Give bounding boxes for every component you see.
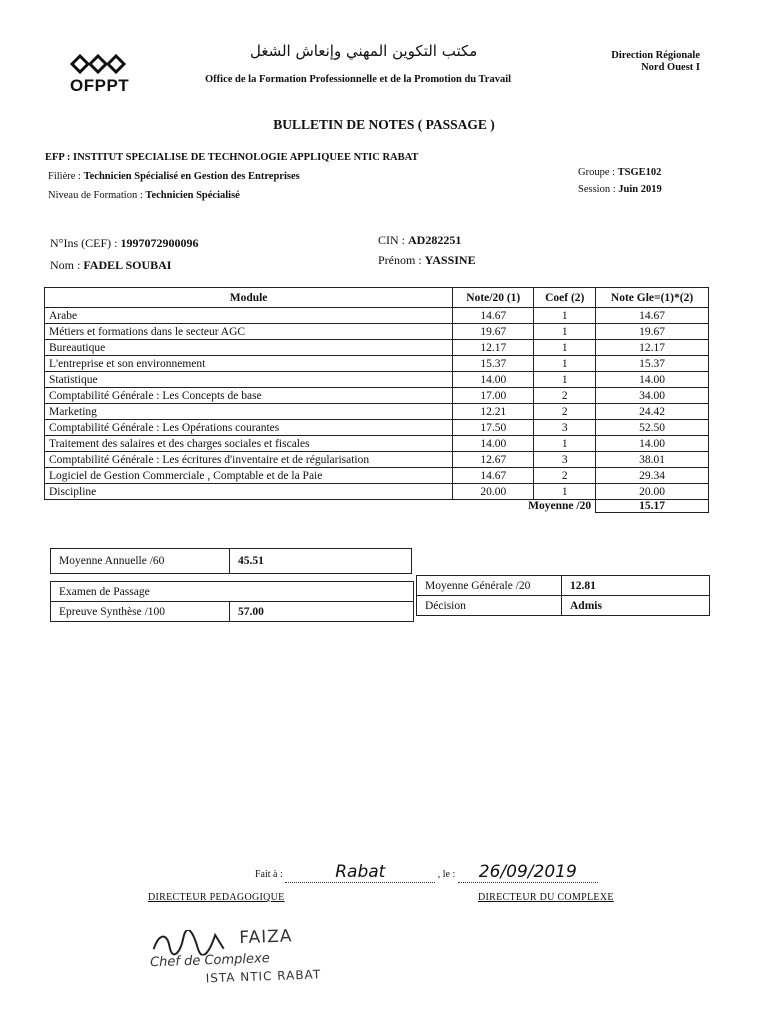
generale-value: 12.81	[561, 576, 709, 595]
moyenne-value: 15.17	[596, 500, 709, 513]
coef-cell: 1	[534, 356, 596, 372]
coef-cell: 3	[534, 452, 596, 468]
fait-label: Fait à :	[255, 869, 283, 880]
directeur-complexe: DIRECTEUR DU COMPLEXE	[478, 892, 614, 903]
coef-cell: 2	[534, 468, 596, 484]
header-module: Module	[45, 288, 453, 308]
region-line-2: Nord Ouest I	[641, 62, 700, 73]
note-cell: 20.00	[453, 484, 534, 500]
decision-value: Admis	[561, 596, 709, 615]
table-row	[45, 468, 709, 484]
note-gle-cell: 20.00	[596, 484, 709, 500]
header-note-gle: Note Gle=(1)*(2)	[596, 288, 709, 308]
efp-line: EFP : INSTITUT SPECIALISE DE TECHNOLOGIE APPLIQUEE NTIC RABAT	[45, 152, 419, 163]
annuelle-box	[50, 548, 412, 574]
region-line-1: Direction Régionale	[611, 50, 700, 61]
fait-place: Rabat	[335, 862, 386, 882]
cin-line	[378, 233, 461, 248]
table-row	[45, 324, 709, 340]
niveau-label: Niveau de Formation :	[48, 190, 143, 201]
prenom-value: YASSINE	[424, 253, 476, 267]
table-row	[45, 452, 709, 468]
module-cell: L'entreprise et son environnement	[45, 356, 453, 372]
coef-cell: 1	[534, 324, 596, 340]
note-cell: 14.67	[453, 308, 534, 324]
note-gle-cell: 15.37	[596, 356, 709, 372]
note-gle-cell: 29.34	[596, 468, 709, 484]
session-line	[578, 184, 662, 195]
note-gle-cell: 14.00	[596, 372, 709, 388]
module-cell: Discipline	[45, 484, 453, 500]
coef-cell: 3	[534, 420, 596, 436]
module-cell: Métiers et formations dans le secteur AGC	[45, 324, 453, 340]
fait-line	[255, 862, 598, 883]
table-row	[45, 404, 709, 420]
nom-value: FADEL SOUBAI	[83, 258, 172, 272]
stamp-line-3: ISTA NTIC RABAT	[205, 967, 322, 986]
note-cell: 14.67	[453, 468, 534, 484]
groupe-label: Groupe :	[578, 167, 616, 178]
note-gle-cell: 38.01	[596, 452, 709, 468]
note-cell: 12.67	[453, 452, 534, 468]
table-row	[45, 340, 709, 356]
module-cell: Comptabilité Générale : Les écritures d'inventaire et de régularisation	[45, 452, 453, 468]
note-cell: 19.67	[453, 324, 534, 340]
arabic-title: مكتب التكوين المهني وإنعاش الشغل	[250, 42, 478, 60]
cin-value: AD282251	[408, 233, 462, 247]
prenom-label: Prénom :	[378, 253, 422, 267]
region-block	[611, 50, 700, 74]
module-cell: Marketing	[45, 404, 453, 420]
table-row	[45, 372, 709, 388]
module-cell: Traitement des salaires et des charges sociales et fiscales	[45, 436, 453, 452]
note-gle-cell: 24.42	[596, 404, 709, 420]
module-cell: Comptabilité Générale : Les Opérations courantes	[45, 420, 453, 436]
note-gle-cell: 12.17	[596, 340, 709, 356]
module-cell: Comptabilité Générale : Les Concepts de base	[45, 388, 453, 404]
session-value: Juin 2019	[618, 184, 662, 195]
decision-label: Décision	[425, 599, 466, 612]
synthese-value: 57.00	[229, 602, 413, 621]
cin-label: CIN :	[378, 233, 405, 247]
note-cell: 14.00	[453, 372, 534, 388]
note-gle-cell: 52.50	[596, 420, 709, 436]
signature-stamp	[149, 925, 341, 992]
examen-label: Examen de Passage	[59, 585, 150, 598]
stamp-line-2: Chef de Complexe	[149, 951, 270, 971]
note-gle-cell: 34.00	[596, 388, 709, 404]
header-note: Note/20 (1)	[453, 288, 534, 308]
groupe-value: TSGE102	[617, 167, 662, 178]
filiere-label: Filière :	[48, 171, 81, 182]
document-title: BULLETIN DE NOTES ( PASSAGE )	[273, 117, 495, 132]
le-label: , le :	[437, 869, 456, 880]
prenom-line	[378, 253, 476, 268]
coef-cell: 1	[534, 308, 596, 324]
annuelle-value: 45.51	[229, 549, 411, 573]
module-cell: Arabe	[45, 308, 453, 324]
note-cell: 17.00	[453, 388, 534, 404]
module-cell: Statistique	[45, 372, 453, 388]
table-row	[45, 356, 709, 372]
directeur-pedagogique: DIRECTEUR PEDAGOGIQUE	[148, 892, 285, 903]
note-cell: 14.00	[453, 436, 534, 452]
niveau-value: Technicien Spécialisé	[145, 190, 240, 201]
niveau-line	[48, 190, 240, 201]
moyenne-row	[45, 500, 709, 513]
stamp-line-1: FAIZA	[238, 926, 293, 949]
nom-line	[50, 258, 171, 273]
generale-label: Moyenne Générale /20	[425, 579, 531, 592]
table-row	[45, 436, 709, 452]
ins-line	[50, 236, 198, 251]
coef-cell: 2	[534, 388, 596, 404]
filiere-line	[48, 171, 300, 182]
note-cell: 12.17	[453, 340, 534, 356]
ins-value: 1997072900096	[120, 236, 199, 250]
note-gle-cell: 19.67	[596, 324, 709, 340]
header-coef: Coef (2)	[534, 288, 596, 308]
examen-box	[50, 581, 414, 622]
ins-label: N°Ins (CEF) :	[50, 236, 118, 250]
nom-label: Nom :	[50, 258, 81, 272]
annuelle-label: Moyenne Annuelle /60	[59, 555, 165, 567]
note-cell: 15.37	[453, 356, 534, 372]
logo-text: OFPPT	[70, 76, 130, 95]
table-row	[45, 388, 709, 404]
coef-cell: 1	[534, 340, 596, 356]
note-gle-cell: 14.67	[596, 308, 709, 324]
grades-header-row	[45, 288, 709, 308]
grades-table	[44, 287, 709, 513]
fait-date: 26/09/2019	[478, 862, 577, 882]
session-label: Session :	[578, 184, 616, 195]
coef-cell: 1	[534, 372, 596, 388]
module-cell: Bureautique	[45, 340, 453, 356]
moyenne-label: Moyenne /20	[45, 500, 596, 513]
note-gle-cell: 14.00	[596, 436, 709, 452]
coef-cell: 1	[534, 436, 596, 452]
groupe-line	[578, 167, 661, 178]
coef-cell: 2	[534, 404, 596, 420]
table-row	[45, 308, 709, 324]
coef-cell: 1	[534, 484, 596, 500]
table-row	[45, 420, 709, 436]
note-cell: 12.21	[453, 404, 534, 420]
synthese-label: Epreuve Synthèse /100	[59, 605, 166, 618]
note-cell: 17.50	[453, 420, 534, 436]
filiere-value: Technicien Spécialisé en Gestion des Entreprises	[83, 171, 300, 182]
module-cell: Logiciel de Gestion Commerciale , Comptable et de la Paie	[45, 468, 453, 484]
generale-box	[416, 575, 710, 616]
office-title: Office de la Formation Professionnelle et de la Promotion du Travail	[205, 74, 512, 85]
ofppt-logo-icon	[68, 52, 128, 76]
table-row	[45, 484, 709, 500]
